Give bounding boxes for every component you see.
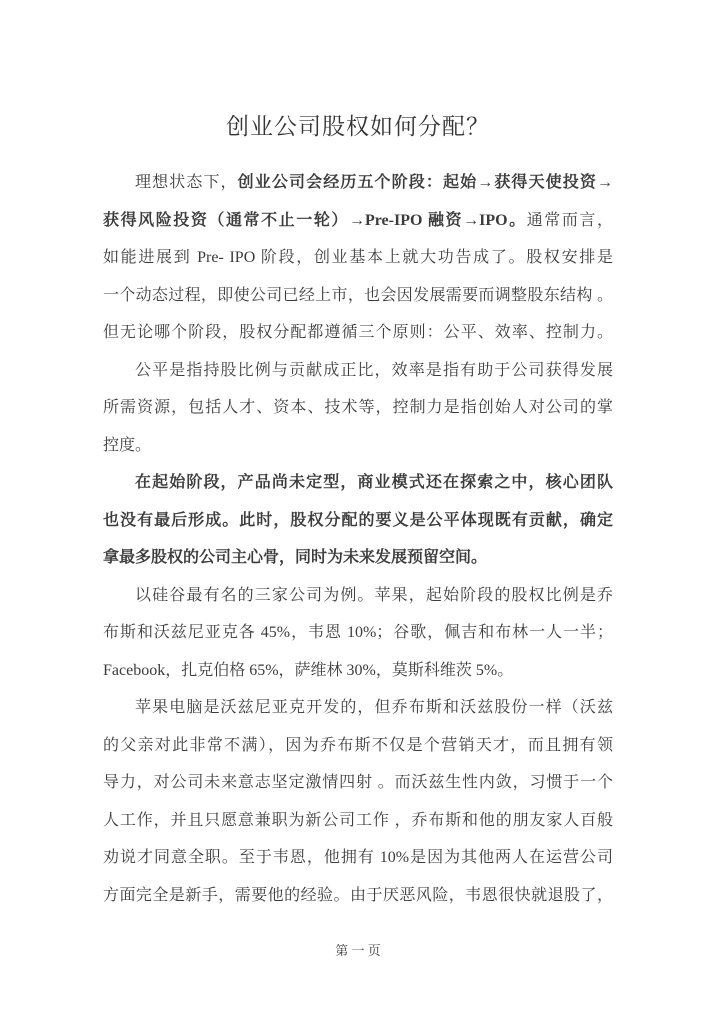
bold-text-run: 创业公司会经历五个阶段：起始→获得天使投资→ bbox=[237, 174, 613, 191]
bold-text-run: 拿最多股权的公司主心骨，同时为未来发展预留空间。 bbox=[103, 549, 488, 566]
text-line bbox=[103, 202, 613, 240]
text-line bbox=[103, 839, 613, 877]
text-line bbox=[103, 352, 613, 390]
text-run: 以硅谷最有名的三家公司为例。苹果，起始阶段的股权比例是乔 bbox=[135, 586, 613, 604]
text-run: 导力，对公司未来意志坚定激情四射 。而沃兹生性内敛，习惯于一个 bbox=[103, 774, 613, 791]
text-run: 如能进展到 Pre- IPO 阶段，创业基本上就大功告成了。股权安排是 bbox=[103, 249, 613, 266]
text-run: 控度。 bbox=[103, 436, 152, 454]
text-line bbox=[103, 314, 613, 352]
text-line bbox=[103, 389, 613, 427]
text-line bbox=[103, 877, 613, 915]
text-run: 通常而言， bbox=[526, 211, 613, 229]
text-run: 布斯和沃兹尼亚克各 45%，韦恩 10%；谷歌，佩吉和布林一人一半； bbox=[103, 624, 613, 641]
text-run: 的父亲对此非常不满），因为乔布斯不仅是个营销天才，而且拥有领 bbox=[103, 736, 613, 754]
text-run: 人工作，并且只愿意兼职为新公司工作 ，乔布斯和他的朋友家人百般 bbox=[103, 811, 613, 829]
text-line bbox=[103, 427, 613, 465]
text-line bbox=[103, 164, 613, 202]
text-run: 劝说才同意全职。至于韦恩，他拥有 10%是因为其他两人在运营公司 bbox=[103, 849, 613, 866]
text-line bbox=[103, 614, 613, 652]
bold-text-run: 也没有最后形成。此时，股权分配的要义是公平体现既有贡献，确定 bbox=[103, 511, 613, 529]
text-run: 理想状态下， bbox=[135, 174, 238, 191]
text-line bbox=[103, 764, 613, 802]
page-number: 第 一 页 bbox=[335, 943, 381, 958]
text-line bbox=[103, 277, 613, 315]
text-run: Facebook，扎克伯格 65%，萨维林 30%，莫斯科维茨 5%。 bbox=[103, 661, 514, 679]
text-line bbox=[103, 727, 613, 765]
text-line bbox=[103, 802, 613, 840]
text-line bbox=[103, 502, 613, 540]
text-line bbox=[103, 464, 613, 502]
text-run: 苹果电脑是沃兹尼亚克开发的，但乔布斯和沃兹股份一样（沃兹 bbox=[135, 699, 613, 716]
text-run: 公平是指持股比例与贡献成正比，效率是指有助于公司获得发展 bbox=[135, 361, 613, 379]
text-run: 但无论哪个阶段，股权分配都遵循三个原则：公平、效率、控制力。 bbox=[103, 324, 613, 341]
text-line bbox=[103, 577, 613, 615]
document-body bbox=[103, 164, 613, 914]
text-run: 所需资源，包括人才、资本、技术等，控制力是指创始人对公司的掌 bbox=[103, 399, 613, 416]
bold-text-run: 在起始阶段，产品尚未定型，商业模式还在探索之中，核心团队 bbox=[135, 474, 613, 491]
text-run: 一个动态过程，即使公司已经上市，也会因发展需要而调整股东结构 。 bbox=[103, 286, 613, 304]
text-run: 方面完全是新手，需要他的经验。由于厌恶风险，韦恩很快就退股了， bbox=[103, 886, 613, 904]
text-line bbox=[103, 239, 613, 277]
bold-text-run: 获得风险投资（通常不止一轮）→Pre-IPO 融资→IPO。 bbox=[103, 211, 527, 229]
text-line bbox=[103, 539, 613, 577]
text-line bbox=[103, 689, 613, 727]
page-title: 创业公司股权如何分配？ bbox=[226, 114, 490, 139]
text-line bbox=[103, 652, 613, 690]
